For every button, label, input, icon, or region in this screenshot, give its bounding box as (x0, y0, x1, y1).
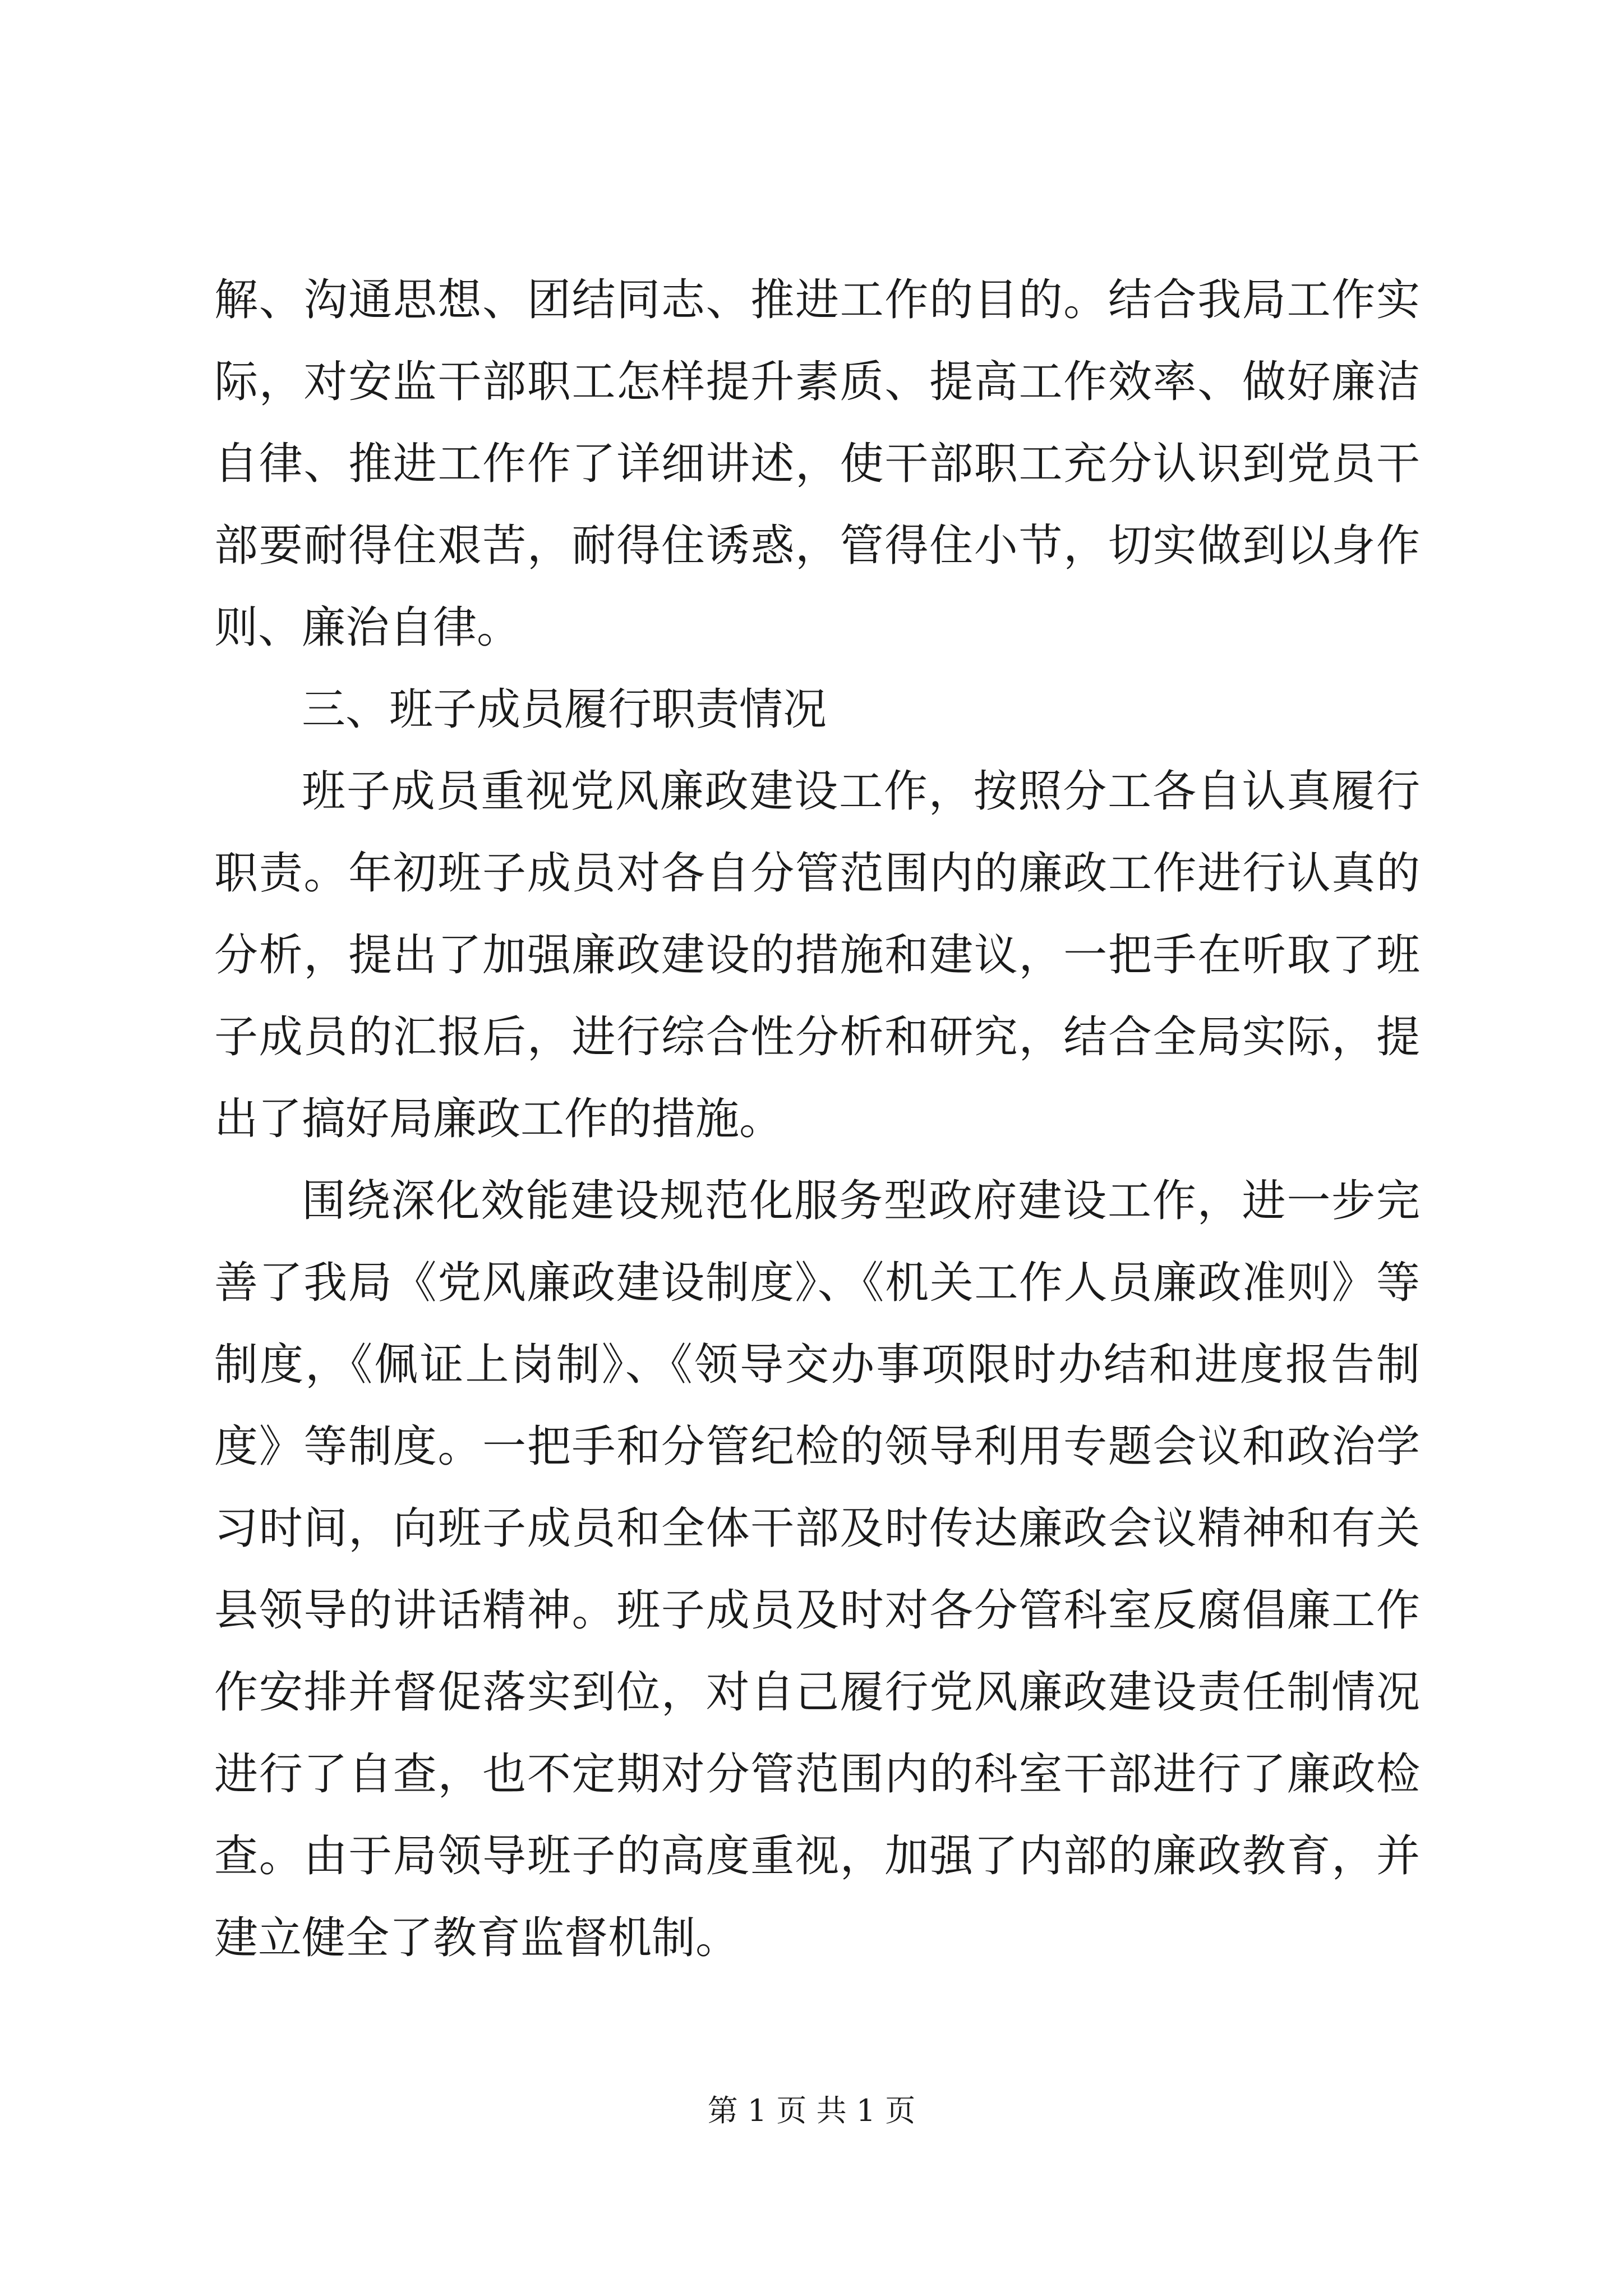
paragraph: 围绕深化效能建设规范化服务型政府建设工作，进一步完善了我局《党风廉政建设制度》、《机关工作人员廉政准则》等制度，《佩证上岗制》、《领导交办事项限时办结和进度报告制度》等制度。一把手和分管纪检的领导利用专题会议和政治学习时间，向班子成员和全体干部及时传达廉政会议精神和有关县领导的讲话精神。班子成员及时对各分管科室反腐倡廉工作作安排并督促落实到位，对自己履行党风廉政建设责任制情况进行了自查，也不定期对分管范围内的科室干部进行了廉政检查。由于局领导班子的高度重视，加强了内部的廉政教育，并建立健全了教育监督机制。 (214, 1176, 1420, 1963)
page-footer: 第 1 页 共 1 页 (707, 2093, 916, 2128)
section-heading: 三、班子成员履行职责情况 (302, 684, 827, 735)
document-body (214, 259, 1420, 1979)
paragraph-continuation: 解、沟通思想、团结同志、推进工作的目的。结合我局工作实际，对安监干部职工怎样提升素质、提高工作效率、做好廉洁自律、推进工作作了详细讲述，使干部职工充分认识到党员干部要耐得住艰苦，耐得住诱惑，管得住小节，切实做到以身作则、廉治自律。 (214, 275, 1420, 653)
paragraph: 班子成员重视党风廉政建设工作，按照分工各自认真履行职责。年初班子成员对各自分管范围内的廉政工作进行认真的分析，提出了加强廉政建设的措施和建议，一把手在听取了班子成员的汇报后，进行综合性分析和研究，结合全局实际，提出了搞好局廉政工作的措施。 (214, 766, 1420, 1144)
